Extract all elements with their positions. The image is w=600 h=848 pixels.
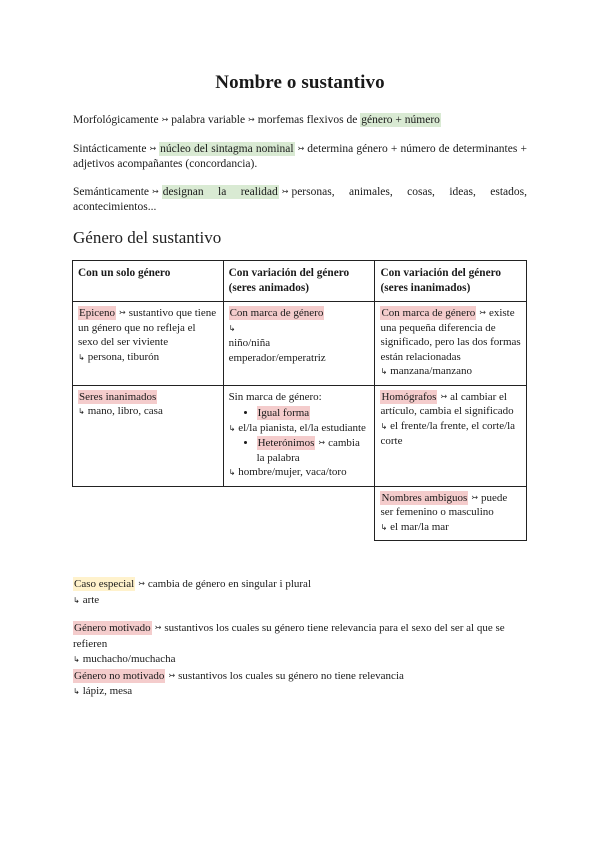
morphology-line — [73, 112, 527, 128]
table-row — [73, 486, 527, 541]
arrow-icon: ↣ — [281, 187, 289, 196]
list-item — [257, 436, 370, 465]
arrow-icon: ↣ — [119, 308, 126, 317]
example-text: arte — [82, 593, 100, 606]
example-text: el mar/la mar — [390, 520, 449, 533]
syntax-paragraph — [73, 141, 527, 172]
example-text: el/la pianista, el/la estudiante — [238, 421, 366, 434]
highlight-genero-no-motivado: Género no motivado — [74, 669, 165, 682]
example-text: lápiz, mesa — [82, 685, 133, 697]
table-cell — [375, 302, 527, 386]
arrow-icon: ↣ — [154, 623, 162, 632]
note-text: sustantivos los cuales su género tiene relevancia para el sexo del ser al que se refieren — [73, 622, 505, 650]
arrow-icon: ↣ — [248, 115, 255, 124]
bullet-list — [229, 406, 370, 421]
sub-arrow-icon: ↳ — [380, 522, 388, 532]
cell-text: cambia la palabra — [256, 437, 360, 464]
arrow-icon: ↣ — [479, 308, 486, 317]
example-line — [229, 421, 370, 437]
example-text: persona, tiburón — [87, 350, 160, 363]
highlight-genero-numero: género + número — [361, 114, 440, 126]
example-line — [380, 520, 521, 536]
highlight-designan: designan la realidad — [162, 186, 278, 198]
highlight-heteronimos: Heterónimos — [257, 437, 315, 449]
sintac-text: determina género + número de determinantes + adjetivos acompañantes (concordancia). — [73, 143, 527, 170]
highlight-nucleo: núcleo del sintagma nominal — [160, 143, 294, 155]
example-line — [78, 350, 218, 366]
highlight-caso-especial: Caso especial — [74, 578, 135, 590]
empty-cell — [223, 486, 375, 541]
list-item — [257, 406, 370, 421]
arrow-icon: ↣ — [168, 670, 176, 680]
highlight-epiceno: Epiceno — [79, 307, 116, 319]
table-header: Con un solo género — [73, 261, 224, 302]
highlight-homografos: Homógrafos — [381, 390, 437, 403]
sub-arrow-icon: ↳ — [73, 687, 80, 696]
cell-text: al cambiar el artículo, cambia el significado — [380, 390, 514, 417]
gender-table — [72, 260, 527, 541]
arrow-icon: ↣ — [152, 187, 159, 196]
example-text: mano, libro, casa — [87, 405, 163, 417]
caso-especial-note — [73, 576, 533, 608]
bullet-list — [229, 436, 370, 465]
arrow-icon: ↣ — [138, 579, 145, 588]
arrow-icon: ↣ — [161, 115, 169, 124]
page-title: Nombre o sustantivo — [215, 72, 385, 93]
cell-text: existe una pequeña diferencia de significado, pero las dos formas están relacionadas — [380, 307, 521, 363]
genero-motivado-note — [73, 620, 521, 700]
highlight-nombres-ambiguos: Nombres ambiguos — [381, 491, 468, 504]
arrow-icon: ↣ — [297, 144, 305, 153]
empty-cell — [73, 486, 224, 541]
highlight-seres-inanimados: Seres inanimados — [79, 390, 157, 403]
table-cell — [73, 385, 224, 486]
sub-arrow-icon: ↳ — [73, 655, 80, 664]
no-motivado-line — [73, 668, 521, 685]
sub-arrow-icon: ↳ — [380, 421, 388, 431]
example-line — [73, 652, 521, 668]
seman-label: Semánticamente — [73, 186, 149, 198]
note-text: cambia de género en singular i plural — [147, 578, 311, 590]
table-cell — [223, 385, 375, 486]
section-title: Género del sustantivo — [73, 228, 222, 247]
example-line — [78, 404, 218, 420]
example-text: niño/niña emperador/emperatriz — [228, 337, 326, 364]
highlight-genero-motivado: Género motivado — [74, 622, 151, 634]
table-cell — [73, 302, 224, 386]
table-cell — [375, 385, 527, 486]
table-row — [73, 302, 527, 386]
sub-arrow-icon: ↳ — [380, 367, 388, 376]
cell-text: Sin marca de género: — [228, 390, 322, 403]
table-header: Con variación del género (seres animados) — [223, 261, 375, 302]
example-line — [380, 419, 521, 449]
example-text: manzana/manzano — [390, 365, 473, 377]
highlight-con-marca: Con marca de género — [381, 307, 476, 319]
example-text: el frente/la frente, el corte/la corte — [380, 419, 516, 447]
seman-text: personas, animales, cosas, ideas, estados, acontecimientos... — [73, 186, 527, 213]
sub-arrow-icon: ↳ — [78, 352, 85, 362]
cell-text: puede ser femenino o masculino — [380, 491, 508, 518]
example-line — [229, 321, 370, 337]
morfo-text-2: morfemas flexivos de — [257, 114, 358, 126]
example-text: muchacho/muchacha — [82, 653, 176, 665]
arrow-icon: ↣ — [318, 438, 326, 447]
morfo-text-1: palabra variable — [171, 114, 246, 126]
example-text: hombre/mujer, vaca/toro — [238, 466, 347, 478]
sub-arrow-icon: ↳ — [228, 468, 236, 477]
sub-arrow-icon: ↳ — [73, 595, 80, 605]
example-line — [380, 364, 521, 380]
highlight-con-marca: Con marca de género — [229, 307, 324, 319]
arrow-icon: ↣ — [471, 492, 479, 502]
sintac-label: Sintácticamente — [73, 143, 147, 155]
table-row — [73, 385, 527, 486]
note-text: sustantivos los cuales su género no tiene relevancia — [178, 669, 404, 682]
cell-text: sustantivo que tiene un género que no refleja el sexo del ser viviente — [78, 307, 217, 348]
sub-arrow-icon: ↳ — [228, 323, 236, 333]
morfo-label: Morfológicamente — [73, 114, 159, 126]
table-cell — [375, 486, 527, 541]
example-line — [73, 593, 533, 609]
example-line — [73, 684, 521, 700]
highlight-igual-forma: Igual forma — [257, 407, 310, 419]
example-line — [229, 465, 370, 481]
table-header: Con variación del género (seres inanimados) — [375, 261, 527, 302]
sub-arrow-icon: ↳ — [228, 423, 236, 433]
arrow-icon: ↣ — [440, 391, 448, 401]
table-header-row — [73, 261, 527, 302]
semantics-paragraph — [73, 184, 527, 215]
arrow-icon: ↣ — [149, 144, 157, 153]
sub-arrow-icon: ↳ — [78, 407, 85, 416]
table-cell — [223, 302, 375, 386]
